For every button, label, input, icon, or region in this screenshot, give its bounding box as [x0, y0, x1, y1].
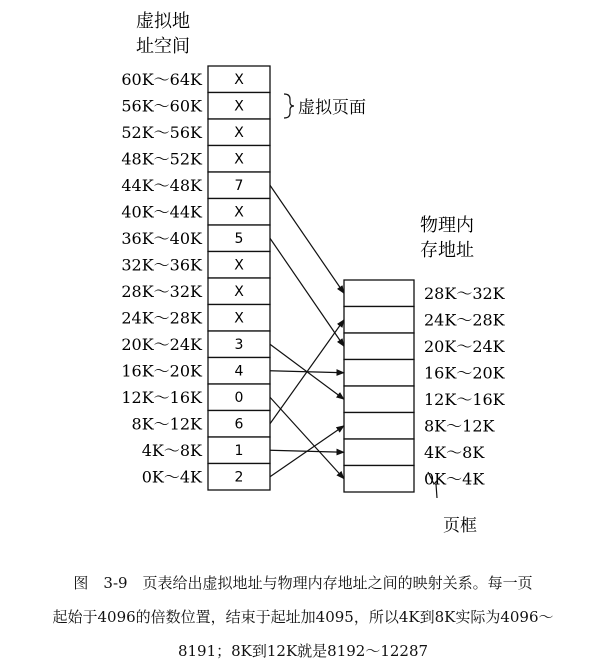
page-frame-cell: [344, 280, 414, 307]
page-frame-cell: [344, 413, 414, 440]
virtual-page-range: 36K～40K: [121, 229, 202, 248]
virtual-page-range: 28K～32K: [121, 282, 202, 301]
page-frame-cell: [344, 360, 414, 387]
page-frame-range: 28K～32K: [424, 284, 505, 303]
page-frame-range: 8K～12K: [424, 416, 495, 436]
virtual-page-range: 56K～60K: [121, 96, 202, 116]
page-frame-range: 4K～8K: [424, 443, 485, 462]
virtual-page-entry: 2: [234, 469, 244, 486]
virtual-page-entry: X: [234, 125, 244, 141]
virtual-page-range: 40K～44K: [121, 202, 202, 222]
virtual-page-range: 4K～8K: [141, 441, 202, 460]
virtual-page-range: 8K～12K: [131, 414, 202, 434]
physical-space-title-line1: 物理内: [420, 215, 474, 236]
virtual-page-entry: 3: [234, 337, 244, 353]
virtual-page-range: 60K～64K: [121, 70, 202, 89]
virtual-page-entry: X: [234, 310, 244, 327]
virtual-page-entry: X: [234, 257, 244, 274]
virtual-page-entry: 6: [234, 416, 244, 433]
page-frame-label: 页框: [443, 516, 477, 536]
virtual-page-range: 44K～48K: [121, 176, 202, 195]
page-frame-cell: [344, 307, 414, 334]
page-frame-cell: [344, 466, 414, 493]
virtual-page-range: 48K～52K: [121, 149, 202, 169]
virtual-page-entry: X: [234, 98, 244, 115]
virtual-space-title-line1: 虚拟地: [136, 11, 190, 32]
caption-line-2: 起始于4096的倍数位置，结束于起址加4095，所以4K到8K实际为4096～: [52, 608, 554, 626]
virtual-page-range: 24K～28K: [121, 308, 202, 328]
virtual-page-entry: 1: [234, 443, 244, 459]
virtual-page-entry: X: [234, 204, 244, 221]
mapping-arrow: [270, 426, 344, 477]
caption-line-1: 图 3-9 页表给出虚拟地址与物理内存地址之间的映射关系。每一页: [73, 574, 533, 592]
page-frame-cell: [344, 439, 414, 466]
virtual-page-range: 32K～36K: [121, 255, 202, 275]
virtual-page-range: 16K～20K: [121, 361, 202, 381]
virtual-page-entry: X: [234, 72, 244, 88]
virtual-page-table: [121, 66, 270, 490]
virtual-page-range: 12K～16K: [121, 388, 202, 407]
mapping-arrow: [270, 238, 344, 346]
virtual-page-range: 52K～56K: [121, 123, 202, 142]
page-frame-range: 24K～28K: [424, 310, 505, 330]
physical-frame-table: [344, 280, 506, 492]
mapping-arrow: [270, 185, 344, 293]
virtual-page-entry: 7: [234, 178, 244, 194]
page-frame-range: 12K～16K: [424, 390, 505, 409]
virtual-page-entry: X: [234, 151, 244, 168]
page-frame-range: 0K～4K: [424, 469, 485, 489]
virtual-pages-label: 虚拟页面: [298, 98, 366, 118]
page-frame-range: 16K～20K: [424, 363, 505, 383]
virtual-page-range: 0K～4K: [141, 467, 202, 487]
mapping-arrow: [270, 397, 344, 479]
page-frame-range: 20K～24K: [424, 337, 505, 356]
virtual-space-title-line2: 址空间: [136, 36, 190, 57]
page-frame-cell: [344, 386, 414, 413]
virtual-pages-brace: [284, 94, 294, 118]
mapping-arrows: [270, 185, 344, 479]
virtual-page-entry: 4: [234, 363, 244, 380]
virtual-page-range: 20K～24K: [121, 335, 202, 354]
physical-space-title-line2: 存地址: [420, 240, 474, 261]
virtual-page-entry: 5: [234, 231, 244, 247]
virtual-page-entry: X: [234, 284, 244, 300]
caption-line-3: 8191；8K到12K就是8192～12287: [177, 642, 429, 660]
virtual-page-entry: 0: [234, 390, 244, 406]
mapping-arrow: [270, 320, 344, 424]
page-frame-cell: [344, 333, 414, 360]
